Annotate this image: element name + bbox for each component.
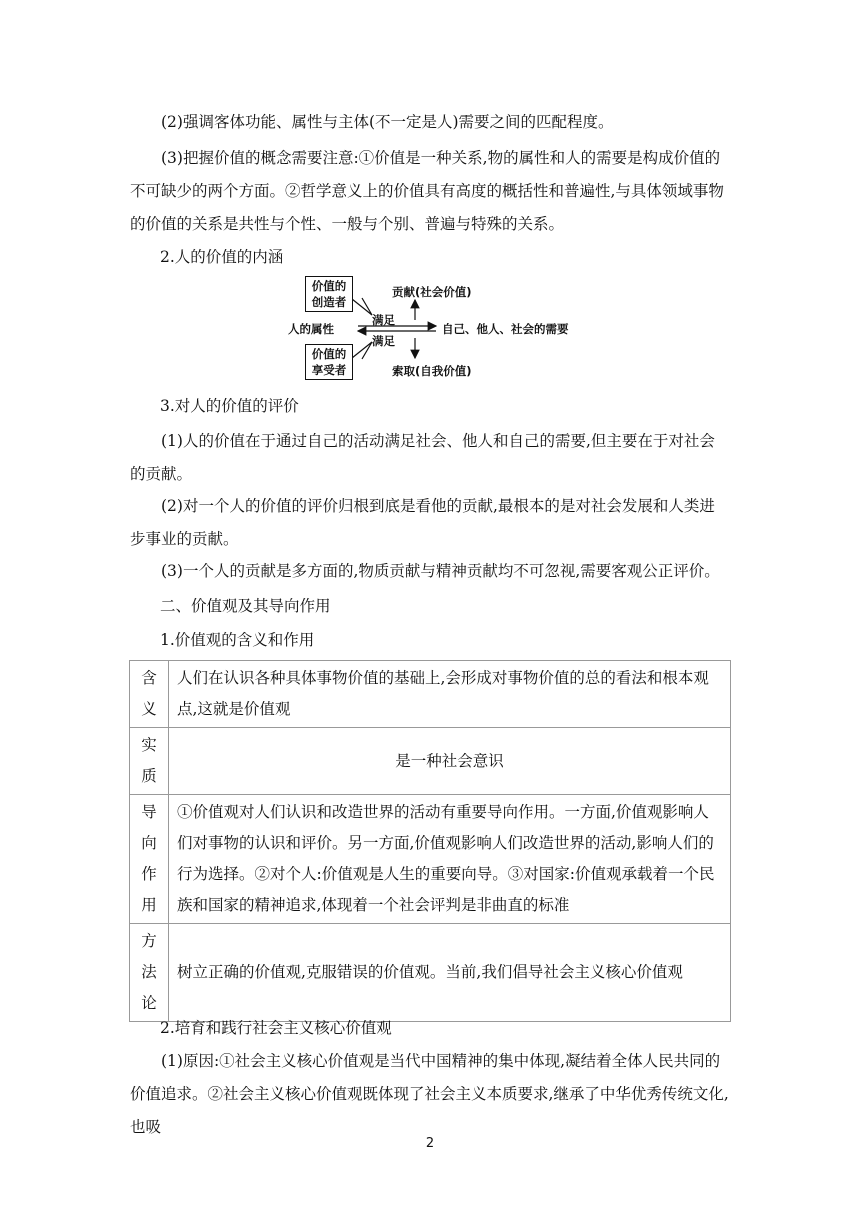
paragraph-evaluation-3: (3)一个人的贡献是多方面的,物质贡献与精神贡献均不可忽视,需要客观公正评价。 bbox=[161, 562, 720, 580]
table-key: 方法论 bbox=[130, 924, 169, 1022]
heading-core-values: 2.培育和践行社会主义核心价值观 bbox=[160, 1019, 392, 1037]
table-row bbox=[130, 924, 731, 1022]
creator-box: 价值的创造者 bbox=[305, 276, 353, 312]
table-row bbox=[130, 728, 731, 795]
page-number: 2 bbox=[425, 1136, 435, 1151]
heading-values-meaning: 1.价值观的含义和作用 bbox=[160, 631, 315, 649]
contribution-label: 贡献(社会价值) bbox=[392, 285, 472, 299]
values-table bbox=[129, 660, 731, 1022]
table-value: 人们在认识各种具体事物价值的基础上,会形成对事物价值的总的看法和根本观点,这就是价值观 bbox=[169, 661, 731, 728]
human-attribute-label: 人的属性 bbox=[288, 322, 334, 336]
table-value: ①价值观对人们认识和改造世界的活动有重要导向作用。一方面,价值观影响人们对事物的认识和评价。另一方面,价值观影响人们改造世界的活动,影响人们的行为选择。②对个人:价值观是人生的重要向导。③对国家:价值观承载着一个民族和国家的精神追求,体现着一个社会评判是非曲直的标准 bbox=[169, 795, 731, 924]
table-row bbox=[130, 661, 731, 728]
acquisition-label: 索取(自我价值) bbox=[392, 364, 472, 378]
heading-evaluation: 3.对人的价值的评价 bbox=[160, 397, 299, 415]
paragraph-evaluation-1: (1)人的价值在于通过自己的活动满足社会、他人和自己的需要,但主要在于对社会的贡献。 bbox=[130, 432, 715, 483]
paragraph-core-values-reason: (1)原因:①社会主义核心价值观是当代中国精神的集中体现,凝结着全体人民共同的价值追求。②社会主义核心价值观既体现了社会主义本质要求,继承了中华优秀传统文化,也吸 bbox=[130, 1052, 729, 1136]
table-row bbox=[130, 795, 731, 924]
paragraph-value-concept: (3)把握价值的概念需要注意:①价值是一种关系,物的属性和人的需要是构成价值的不可缺少的两个方面。②哲学意义上的价值具有高度的概括性和普遍性,与具体领域事物的价值的关系是共性与个性、一般与个别、普遍与特殊的关系。 bbox=[130, 149, 724, 233]
table-key: 导向作用 bbox=[130, 795, 169, 924]
paragraph-evaluation-2: (2)对一个人的价值的评价归根到底是看他的贡献,最根本的是对社会发展和人类进步事业的贡献。 bbox=[130, 497, 715, 548]
table-key: 含义 bbox=[130, 661, 169, 728]
human-value-diagram bbox=[280, 272, 590, 387]
table-key: 实质 bbox=[130, 728, 169, 795]
heading-human-value: 2.人的价值的内涵 bbox=[160, 248, 284, 266]
enjoyer-box: 价值的享受者 bbox=[305, 344, 353, 380]
table-value: 树立正确的价值观,克服错误的价值观。当前,我们倡导社会主义核心价值观 bbox=[169, 924, 731, 1022]
satisfy-bottom-label: 满足 bbox=[372, 334, 395, 348]
needs-label: 自己、他人、社会的需要 bbox=[442, 322, 569, 336]
paragraph-match-degree: (2)强调客体功能、属性与主体(不一定是人)需要之间的匹配程度。 bbox=[161, 113, 614, 131]
heading-section-two: 二、价值观及其导向作用 bbox=[160, 597, 331, 615]
satisfy-top-label: 满足 bbox=[372, 313, 395, 327]
table-value: 是一种社会意识 bbox=[169, 728, 731, 795]
